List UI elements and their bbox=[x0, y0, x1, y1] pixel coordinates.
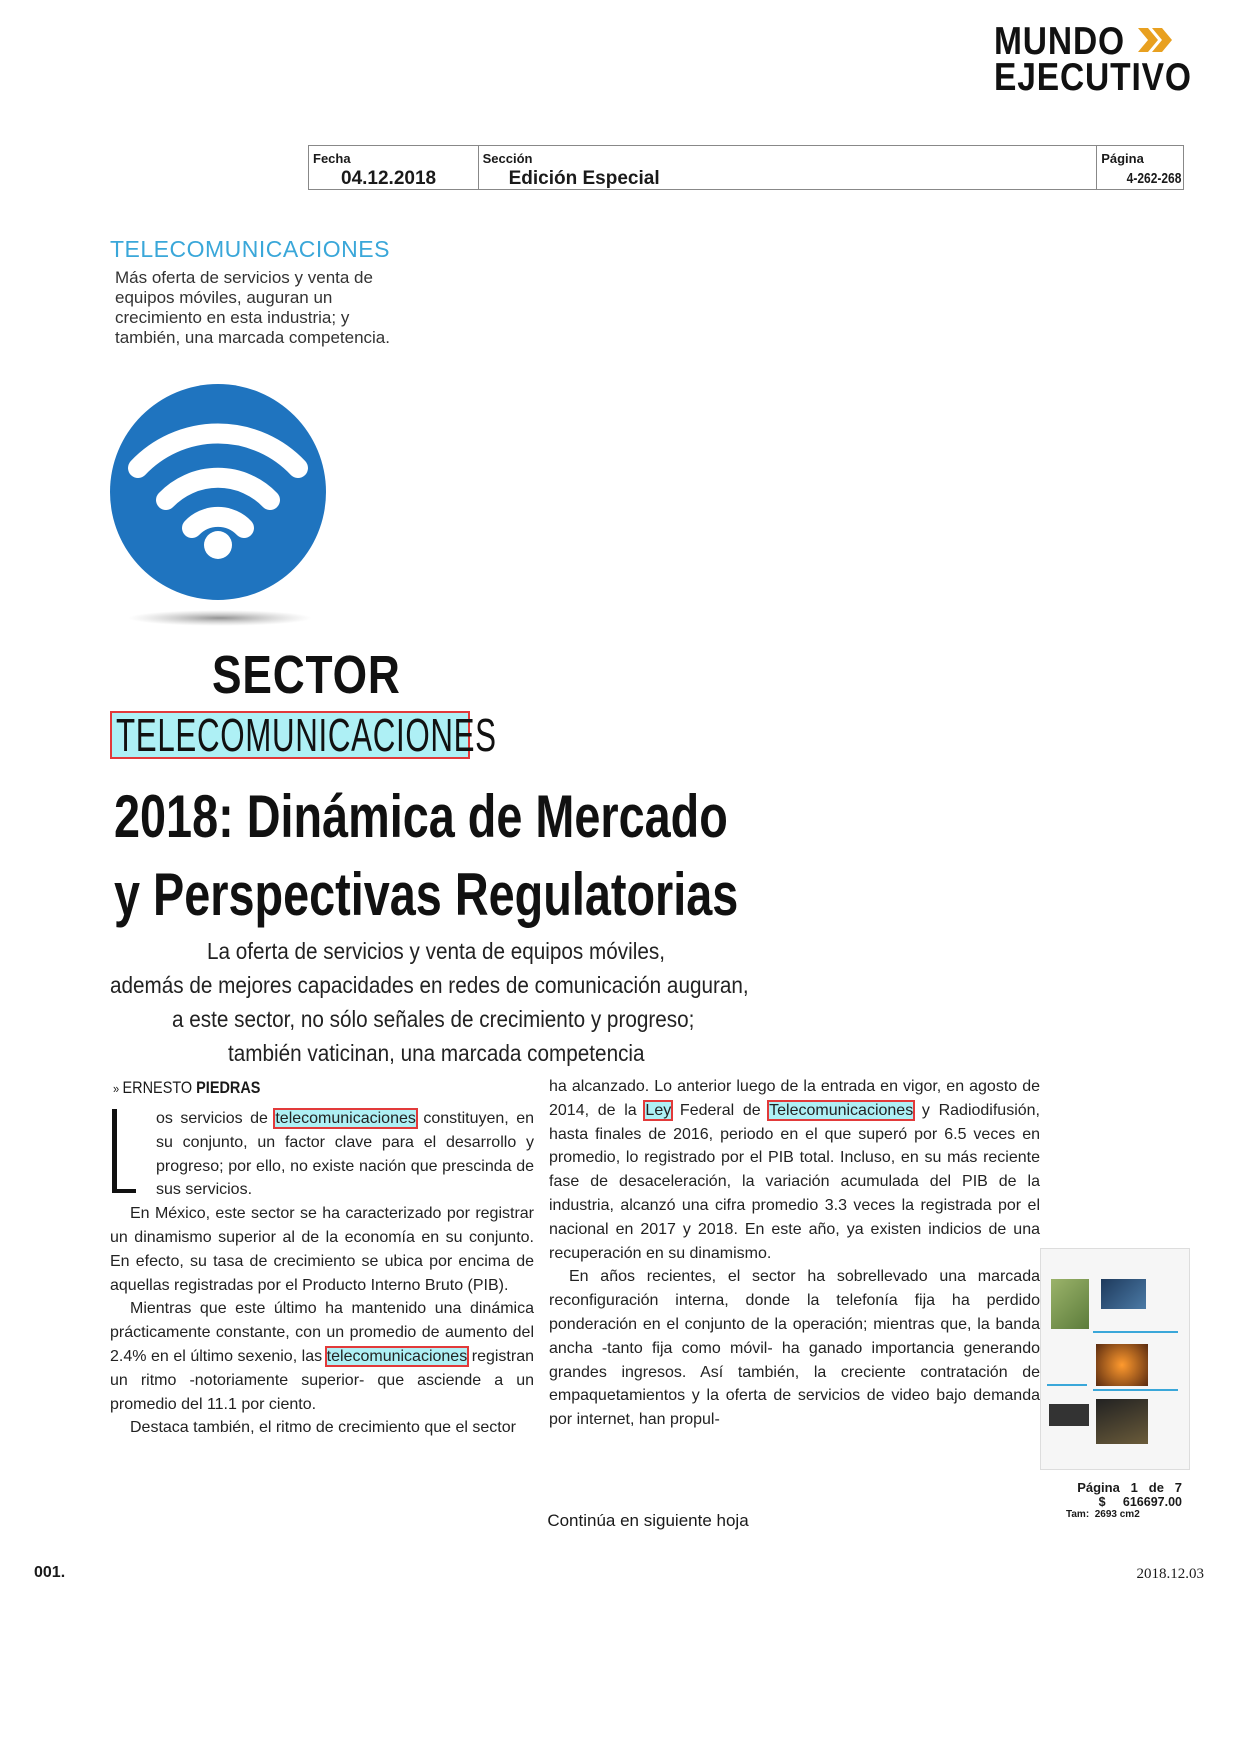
highlight-term: telecomunicaciones bbox=[326, 1347, 468, 1365]
dropcap-l bbox=[110, 1107, 154, 1193]
headline-title-line1: 2018: Dinámica de Mercado bbox=[114, 783, 728, 850]
intro-line1: La oferta de servicios y venta de equipos móviles, bbox=[207, 938, 665, 964]
pagina-cell bbox=[1097, 146, 1183, 189]
byline bbox=[113, 1078, 260, 1098]
paragraph: En años recientes, el sector ha sobrellevado una marcada reconfiguración interna, donde la telefonía fija ha perdido ponderación en el conjunto de la operación; mientras que, la banda ancha -tanto fija como móvil- ha ganado importancia generando grandes ingresos. Así también, la creciente contratación de empaquetamientos y la oferta de servicios de video bajo demanda por internet, han propul- bbox=[549, 1268, 1040, 1429]
seccion-value: Edición Especial bbox=[508, 168, 660, 189]
headline-title-line2: y Perspectivas Regulatorias bbox=[114, 861, 739, 928]
fecha-label: Fecha bbox=[313, 151, 351, 166]
logo-line2: EJECUTIVO bbox=[994, 56, 1192, 99]
headline-telecom-highlight bbox=[110, 709, 497, 761]
headline-title bbox=[114, 778, 738, 934]
continues-note: Continúa en siguiente hoja bbox=[547, 1511, 749, 1530]
highlight-term: Ley bbox=[645, 1101, 672, 1119]
page-thumbnail bbox=[1040, 1248, 1190, 1470]
body-column-right bbox=[549, 1075, 1040, 1432]
paragraph: Mientras que este último ha mantenido una dinámica prácticamente constante, con un promedio de aumento del 2.4% en el último sexenio, las telecomunicaciones registran un ritmo -notoriamente superior- que asciende a un promedio del 11.1 por ciento. bbox=[110, 1300, 534, 1413]
clipping-info-box bbox=[308, 145, 1184, 190]
section-kicker: TELECOMUNICACIONES bbox=[110, 236, 390, 262]
highlight-term: telecomunicaciones bbox=[275, 1110, 416, 1127]
wifi-icon bbox=[110, 382, 330, 632]
headline-telecom: TELECOMUNICACIONES bbox=[116, 709, 497, 761]
small-deck: Más oferta de servicios y venta de equipos móviles, auguran un crecimiento en esta industria; y también, una marcada competencia. bbox=[115, 268, 390, 347]
intro-line4: también vaticinan, una marcada competencia bbox=[228, 1040, 645, 1066]
pagina-label: Página bbox=[1101, 151, 1144, 166]
seccion-label: Sección bbox=[482, 151, 533, 166]
fecha-value: 04.12.2018 bbox=[341, 168, 437, 189]
footer-date: 2018.12.03 bbox=[1136, 1566, 1204, 1582]
page-count: Página 1 de 7 bbox=[1077, 1480, 1182, 1495]
page-size: Tam: 2693 cm2 bbox=[1066, 1509, 1140, 1520]
clip-number: 001. bbox=[34, 1564, 66, 1581]
publication-logo bbox=[994, 20, 1224, 99]
paragraph: ha alcanzado. Lo anterior luego de la entrada en vigor, en agosto de 2014, de la Ley Federal de Telecomunicaciones y Radiodifusión, hasta finales de 2016, periodo en el que superó por 6.5 veces en promedio, lo registrado por el PIB total. Incluso, en su más reciente fase de desaceleración, la variación acumulada del PIB de la industria, alcanzó una cifra promedio 3.3 veces la registrada por el nacional en 2017 y 2018. En este año, ya existen indicios de una recuperación en su dinamismo. bbox=[549, 1078, 1041, 1262]
seccion-cell bbox=[479, 146, 1098, 189]
logo-line1: MUNDO bbox=[994, 20, 1126, 63]
byline-first: ERNESTO bbox=[122, 1078, 193, 1097]
thumb-image bbox=[1096, 1399, 1148, 1444]
paragraph: Destaca también, el ritmo de crecimiento que el sector bbox=[130, 1419, 516, 1437]
intro-line2: además de mejores capacidades en redes de comunicación auguran, bbox=[110, 972, 749, 998]
thumb-image bbox=[1096, 1344, 1148, 1386]
byline-last: PIEDRAS bbox=[196, 1078, 261, 1097]
pagina-value: 4-262-268 bbox=[1126, 170, 1181, 187]
paragraph: os servicios de telecomunicaciones constituyen, en su conjunto, un factor clave para el desarrollo y progreso; por ello, no existe nación que prescinda de sus servicios. bbox=[110, 1107, 534, 1202]
paragraph: En México, este sector se ha caracterizado por registrar un dinamismo superior al de la economía en su conjunto. En efecto, su tasa de crecimiento se ubica por encima de aquellas registradas por el Producto Interno Bruto (PIB). bbox=[110, 1205, 534, 1294]
fecha-cell bbox=[309, 146, 479, 189]
double-chevron-icon bbox=[1136, 26, 1174, 54]
thumb-image bbox=[1051, 1279, 1089, 1329]
intro-line3: a este sector, no sólo señales de crecimiento y progreso; bbox=[172, 1006, 695, 1032]
highlight-term: Telecomunicaciones bbox=[769, 1101, 914, 1119]
headline-sector: SECTOR bbox=[212, 645, 401, 705]
thumb-image bbox=[1049, 1404, 1089, 1426]
body-column-left bbox=[110, 1107, 534, 1440]
page-amount: $ 616697.00 bbox=[1098, 1495, 1182, 1509]
byline-arrow-icon: » bbox=[113, 1081, 120, 1096]
thumb-image bbox=[1101, 1279, 1146, 1309]
